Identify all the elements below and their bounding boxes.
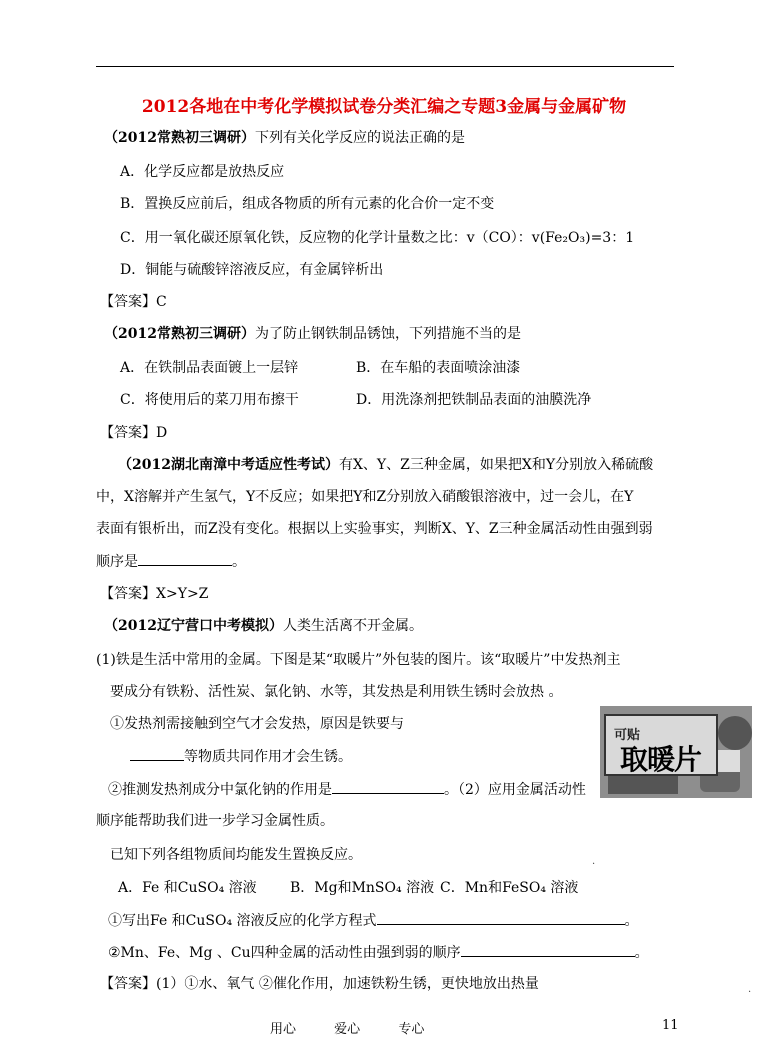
question-4	[104, 616, 423, 636]
heat-pack-small-text: 可贴	[614, 728, 641, 743]
image-shape	[608, 776, 678, 794]
heat-pack-label	[604, 714, 718, 776]
q2-source: （2012常熟初三调研）	[104, 326, 255, 342]
question-3	[118, 455, 653, 475]
q3-source: （2012湖北南漳中考适应性考试）	[118, 457, 339, 473]
q4-option-c: C．Mn和FeSO₄ 溶液	[440, 880, 579, 896]
q4-blank-1[interactable]	[130, 746, 184, 761]
q3-answer-blank[interactable]	[138, 551, 232, 566]
q3-line1: 有X、Y、Z三种金属，如果把X和Y分别放入稀硫酸	[338, 457, 654, 473]
q1-option-c: C．用一氧化碳还原氧化铁，反应物的化学计量数之比：v（CO）：v(Fe₂O₃)=3：1	[120, 230, 635, 246]
q1-option-d: D．铜能与硫酸锌溶液反应，有金属锌析出	[120, 262, 384, 278]
q4-blank-3[interactable]	[377, 910, 625, 925]
header-rule	[96, 66, 674, 67]
q1-answer: 【答案】C	[100, 294, 167, 310]
heat-pack-image	[600, 706, 752, 798]
q4-p5-text: ②推测发热剂成分中氯化钠的作用是	[108, 782, 332, 798]
q4-p4	[130, 746, 352, 767]
q4-stem: 人类生活离不开金属。	[282, 618, 423, 634]
q4-p1: (1)铁是生活中常用的金属。下图是某“取暖片”外包装的图片。该“取暖片”中发热剂主	[96, 652, 621, 668]
q4-p5-end: 。（2）应用金属活动性	[444, 782, 586, 798]
q1-stem: 下列有关化学反应的说法正确的是	[254, 130, 465, 146]
q2-option-c: C．将使用后的菜刀用布擦干	[120, 392, 299, 408]
heat-pack-big-text: 取暖片	[620, 743, 702, 776]
q1-source: （2012常熟初三调研）	[104, 130, 255, 146]
page-title: 2012各地在中考化学模拟试卷分类汇编之专题3金属与金属矿物	[141, 97, 627, 117]
q4-p4-text: 等物质共同作用才会生锈。	[184, 749, 352, 765]
question-1	[104, 128, 465, 148]
image-shape	[718, 750, 740, 772]
q4-p8	[108, 910, 639, 931]
q4-p8-end: 。	[624, 913, 639, 929]
q4-p6: 顺序能帮助我们进一步学习金属性质。	[96, 813, 334, 829]
q4-source: （2012辽宁营口中考模拟）	[104, 618, 283, 634]
q3-line4-text: 顺序是	[96, 554, 138, 570]
q2-option-b: B．在车船的表面喷涂油漆	[356, 360, 521, 376]
q3-line3: 表面有银析出，而Z没有变化。根据以上实验事实，判断X、Y、Z三种金属活动性由强到弱	[96, 521, 653, 537]
q4-option-a: A．Fe 和CuSO₄ 溶液	[118, 880, 257, 896]
q3-line4-end: 。	[232, 554, 246, 570]
q3-line2: 中，X溶解并产生氢气，Y不反应；如果把Y和Z分别放入硝酸银溶液中，过一会儿，在Y	[96, 489, 634, 505]
q1-option-b: B．置换反应前后，组成各物质的所有元素的化合价一定不变	[120, 196, 495, 212]
q4-p7: 已知下列各组物质间均能发生置换反应。	[110, 847, 362, 863]
page-number: 11	[662, 1018, 679, 1033]
q2-stem: 为了防止钢铁制品锈蚀，下列措施不当的是	[254, 326, 521, 342]
q2-option-a: A．在铁制品表面镀上一层锌	[120, 360, 299, 376]
q1-option-a: A．化学反应都是放热反应	[120, 164, 285, 180]
question-2	[104, 324, 521, 344]
stray-dot: .	[592, 856, 596, 867]
footer-motto	[270, 1018, 458, 1037]
q3-line4	[96, 551, 246, 572]
image-shape	[718, 716, 752, 750]
q4-answer: 【答案】(1）①水、氧气 ②催化作用，加速铁粉生锈，更快地放出热量	[100, 976, 539, 992]
q4-p3: ①发热剂需接触到空气才会发热，原因是铁要与	[110, 716, 404, 732]
motto-1: 用心	[270, 1022, 297, 1037]
q4-p9-text: ②Mn、Fe、Mg 、Cu四种金属的活动性由强到弱的顺序	[108, 945, 461, 961]
motto-3: 专心	[398, 1022, 425, 1037]
q2-answer: 【答案】D	[100, 425, 168, 441]
motto-2: 爱心	[334, 1022, 361, 1037]
q4-p2: 要成分有铁粉、活性炭、氯化钠、水等，其发热是利用铁生锈时会放热 。	[110, 684, 563, 700]
q4-option-b: B．Mg和MnSO₄ 溶液	[290, 880, 435, 896]
q4-p9-end: 。	[634, 945, 649, 961]
q4-p8-text: ①写出Fe 和CuSO₄ 溶液反应的化学方程式	[108, 913, 377, 929]
q4-p9	[108, 942, 649, 963]
stray-dot: .	[748, 984, 752, 995]
q3-answer: 【答案】X>Y>Z	[100, 586, 209, 602]
q2-option-d: D．用洗涤剂把铁制品表面的油膜洗净	[356, 392, 592, 408]
q4-blank-4[interactable]	[461, 942, 635, 957]
q4-p5	[108, 779, 586, 800]
q4-blank-2[interactable]	[332, 779, 444, 794]
